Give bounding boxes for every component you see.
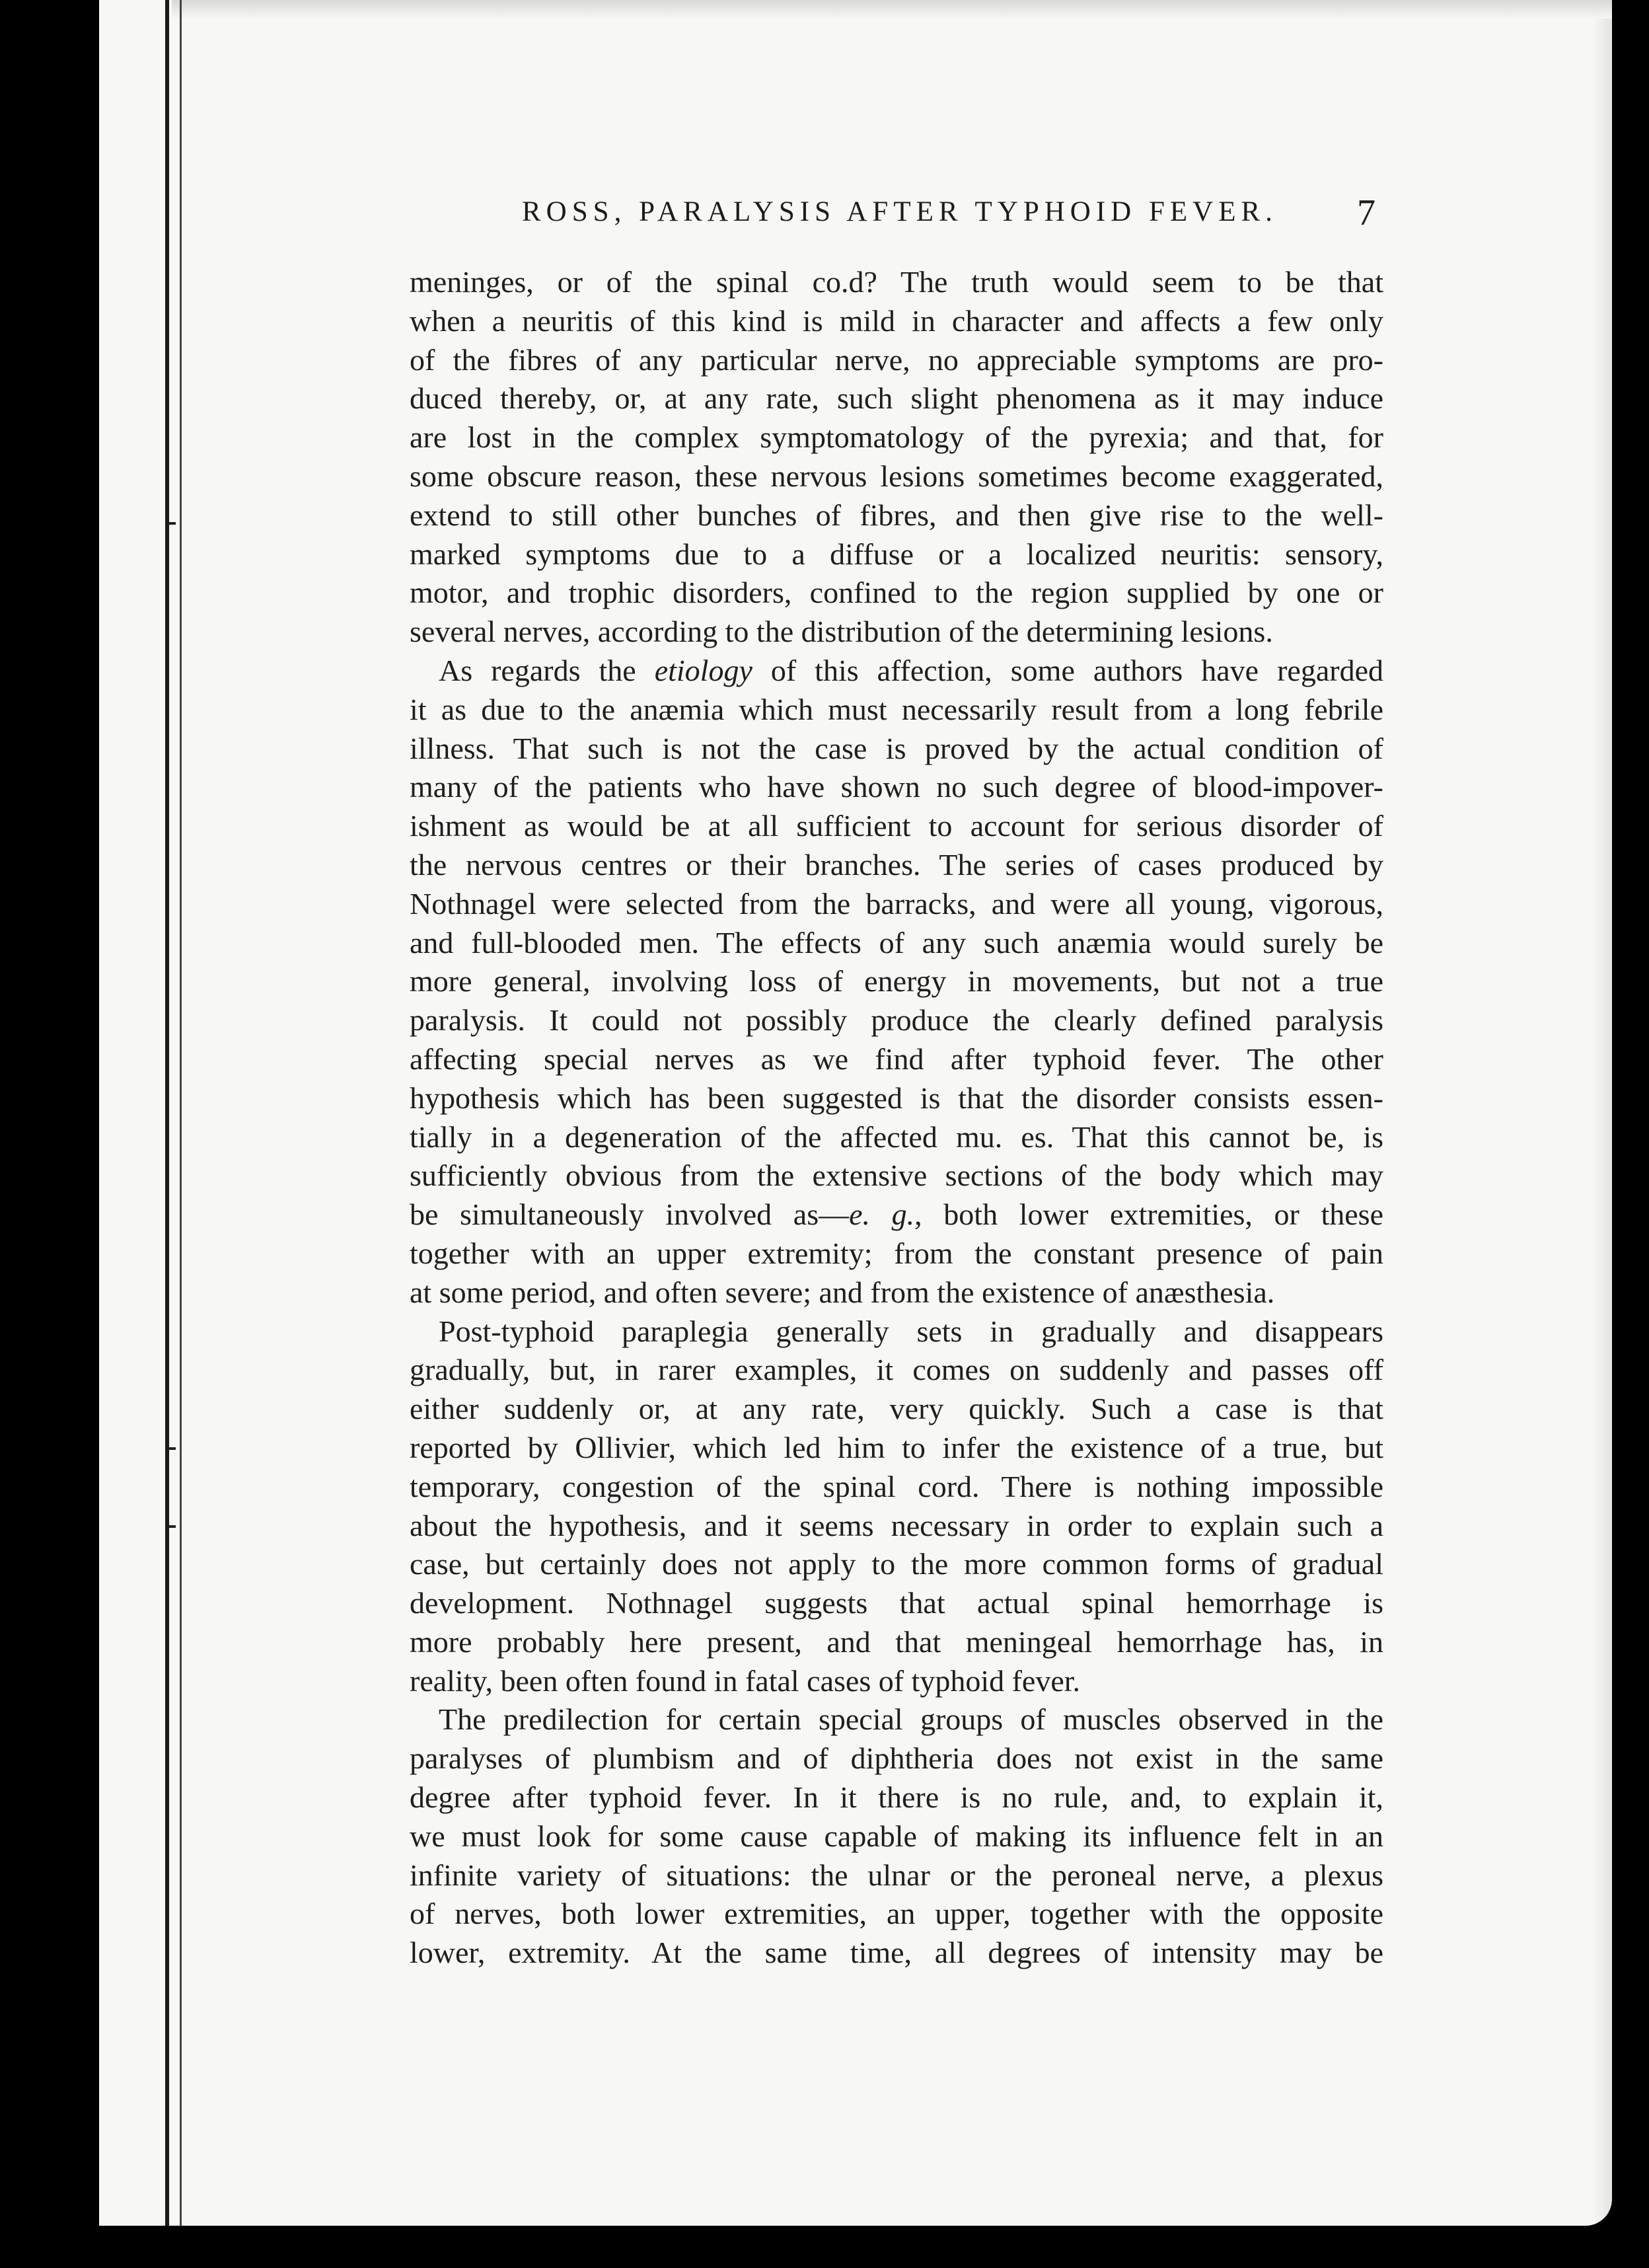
text-line: illness. That such is not the case is proved by the actual condition of bbox=[410, 731, 1383, 765]
text-line: it as due to the anæmia which must necessarily result from a long febrile bbox=[410, 692, 1383, 726]
text-line: duced thereby, or, at any rate, such slight phenomena as it may induce bbox=[410, 381, 1383, 416]
binding-edge bbox=[165, 0, 169, 2226]
text-line bbox=[410, 652, 1383, 691]
text-line: reported by Ollivier, which led him to infer the existence of a true, but bbox=[410, 1430, 1383, 1464]
text-line: affecting special nerves as we find after typhoid fever. The other bbox=[410, 1041, 1383, 1076]
text-line: sufficiently obvious from the extensive sections of the body which may bbox=[410, 1158, 1383, 1193]
body-text bbox=[410, 263, 1383, 1973]
page-header bbox=[0, 192, 1649, 242]
text-line: Nothnagel were selected from the barracks, and were all young, vigorous, bbox=[410, 886, 1383, 921]
text-line: at some period, and often severe; and from the existence of anæsthesia. bbox=[410, 1275, 1275, 1309]
text-line: together with an upper extremity; from the constant presence of pain bbox=[410, 1236, 1383, 1270]
text-line: gradually, but, in rarer examples, it comes on suddenly and passes off bbox=[410, 1353, 1383, 1387]
text-line: when a neuritis of this kind is mild in character and affects a few only bbox=[410, 303, 1383, 338]
text-line: motor, and trophic disorders, confined to the region supplied by one or bbox=[410, 576, 1383, 610]
text-line: more probably here present, and that meningeal hemorrhage has, in bbox=[410, 1624, 1383, 1659]
page-number: 7 bbox=[1357, 192, 1375, 233]
text-line: the nervous centres or their branches. The series of cases produced by bbox=[410, 847, 1383, 882]
page-top-strip bbox=[172, 0, 1612, 19]
text-line: of the fibres of any particular nerve, no appreciable symptoms are pro- bbox=[410, 342, 1383, 377]
text-line: paralysis. It could not possibly produce the clearly defined paralysis bbox=[410, 1003, 1383, 1038]
text-line: tially in a degeneration of the affected mu. es. That this cannot be, is bbox=[410, 1119, 1383, 1154]
text-line: marked symptoms due to a diffuse or a localized neuritis: sensory, bbox=[410, 537, 1383, 571]
text-line: either suddenly or, at any rate, very quickly. Such a case is that bbox=[410, 1392, 1383, 1426]
text-segment: be simultaneously involved as— bbox=[410, 1197, 850, 1232]
text-line: lower, extremity. At the same time, all degrees of intensity may be bbox=[410, 1936, 1383, 1970]
text-line: more general, involving loss of energy in movements, but not a true bbox=[410, 964, 1383, 999]
text-line: about the hypothesis, and it seems necessary in order to explain such a bbox=[410, 1508, 1383, 1542]
text-line: ishment as would be at all sufficient to account for serious disorder of bbox=[410, 809, 1383, 843]
binding-edge-inner bbox=[180, 0, 182, 2226]
text-segment: As regards the bbox=[439, 653, 655, 687]
running-head: ROSS, PARALYSIS AFTER TYPHOID FEVER. bbox=[522, 196, 1278, 227]
text-line: hypothesis which has been suggested is that the disorder consists essen- bbox=[410, 1080, 1383, 1115]
text-line: of nerves, both lower extremities, an upper, together with the opposite bbox=[410, 1897, 1383, 1931]
text-line bbox=[410, 1195, 1383, 1234]
margin-tick bbox=[169, 1447, 176, 1450]
text-line: meninges, or of the spinal co.d? The truth would seem to be that bbox=[410, 265, 1383, 299]
page-edge-shadow bbox=[1592, 0, 1612, 2226]
text-line: The predilection for certain special groups of muscles observed in the bbox=[439, 1702, 1383, 1737]
text-line: case, but certainly does not apply to the more common forms of gradual bbox=[410, 1547, 1383, 1581]
text-line: extend to still other bunches of fibres, and then give rise to the well- bbox=[410, 498, 1383, 532]
text-segment: of this affection, some authors have regarded bbox=[752, 653, 1383, 687]
text-line: infinite variety of situations: the ulnar or the peroneal nerve, a plexus bbox=[410, 1858, 1383, 1892]
text-line: reality, been often found in fatal cases of typhoid fever. bbox=[410, 1663, 1081, 1698]
text-line: development. Nothnagel suggests that actual spinal hemorrhage is bbox=[410, 1586, 1383, 1620]
margin-tick bbox=[169, 1525, 176, 1528]
text-line: degree after typhoid fever. In it there is no rule, and, to explain it, bbox=[410, 1780, 1383, 1815]
margin-tick bbox=[169, 522, 176, 525]
text-line: temporary, congestion of the spinal cord. There is nothing impossible bbox=[410, 1469, 1383, 1503]
text-line: we must look for some cause capable of making its influence felt in an bbox=[410, 1819, 1383, 1853]
text-line: paralyses of plumbism and of diphtheria does not exist in the same bbox=[410, 1741, 1383, 1776]
text-line: many of the patients who have shown no such degree of blood-impover- bbox=[410, 770, 1383, 804]
text-line: and full-blooded men. The effects of any such anæmia would surely be bbox=[410, 925, 1383, 960]
italic-term: etiology bbox=[654, 653, 752, 687]
text-line: Post-typhoid paraplegia generally sets in gradually and disappears bbox=[439, 1314, 1383, 1348]
italic-term: e. g. bbox=[849, 1197, 915, 1232]
text-line: are lost in the complex symptomatology of the pyrexia; and that, for bbox=[410, 420, 1383, 455]
text-line: several nerves, according to the distribution of the determining lesions. bbox=[410, 615, 1273, 649]
text-line: some obscure reason, these nervous lesions sometimes become exaggerated, bbox=[410, 459, 1383, 493]
text-segment: , both lower extremities, or these bbox=[914, 1197, 1383, 1232]
